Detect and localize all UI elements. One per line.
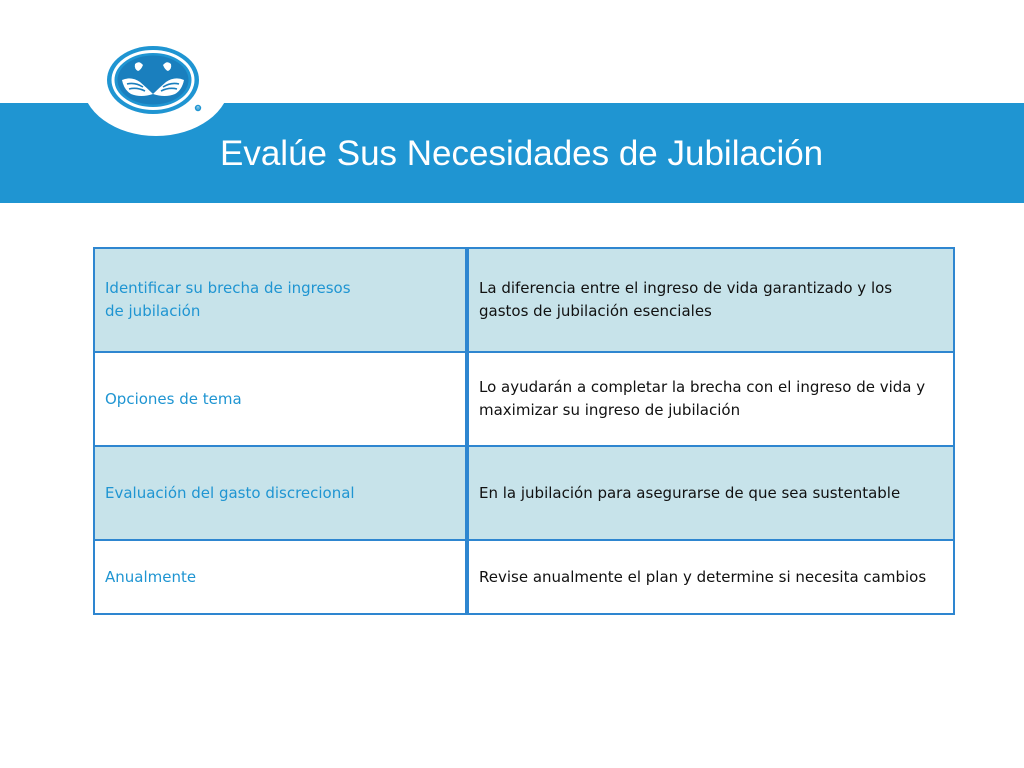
registered-mark: ®: [196, 105, 200, 111]
table-row: [94, 248, 954, 352]
row-term-cell: [94, 248, 467, 352]
table-row: [94, 446, 954, 540]
row-description-cell: [467, 540, 954, 614]
row-description: Revise anualmente el plan y determine si necesita cambios: [479, 567, 927, 586]
retirement-needs-table: [93, 247, 955, 615]
table-row: [94, 540, 954, 614]
row-description: En la jubilación para asegurarse de que sea sustentable: [479, 483, 901, 502]
row-term: Anualmente: [105, 567, 197, 586]
row-term: Identificar su brecha de ingresos de jubilación: [105, 279, 351, 320]
table-row: [94, 352, 954, 446]
row-description-cell: [467, 352, 954, 446]
row-description-cell: [467, 248, 954, 352]
row-description: Lo ayudarán a completar la brecha con el ingreso de vida y maximizar su ingreso de jubilación: [479, 378, 926, 419]
row-term-cell: [94, 540, 467, 614]
row-term-cell: [94, 446, 467, 540]
row-description: La diferencia entre el ingreso de vida garantizado y los gastos de jubilación esenciales: [479, 279, 893, 320]
row-description-cell: [467, 446, 954, 540]
row-term: Evaluación del gasto discrecional: [105, 483, 355, 502]
row-term: Opciones de tema: [105, 389, 242, 408]
row-term-cell: [94, 352, 467, 446]
allstate-hands-icon: [105, 44, 205, 120]
slide-title: Evalúe Sus Necesidades de Jubilación: [220, 134, 824, 173]
